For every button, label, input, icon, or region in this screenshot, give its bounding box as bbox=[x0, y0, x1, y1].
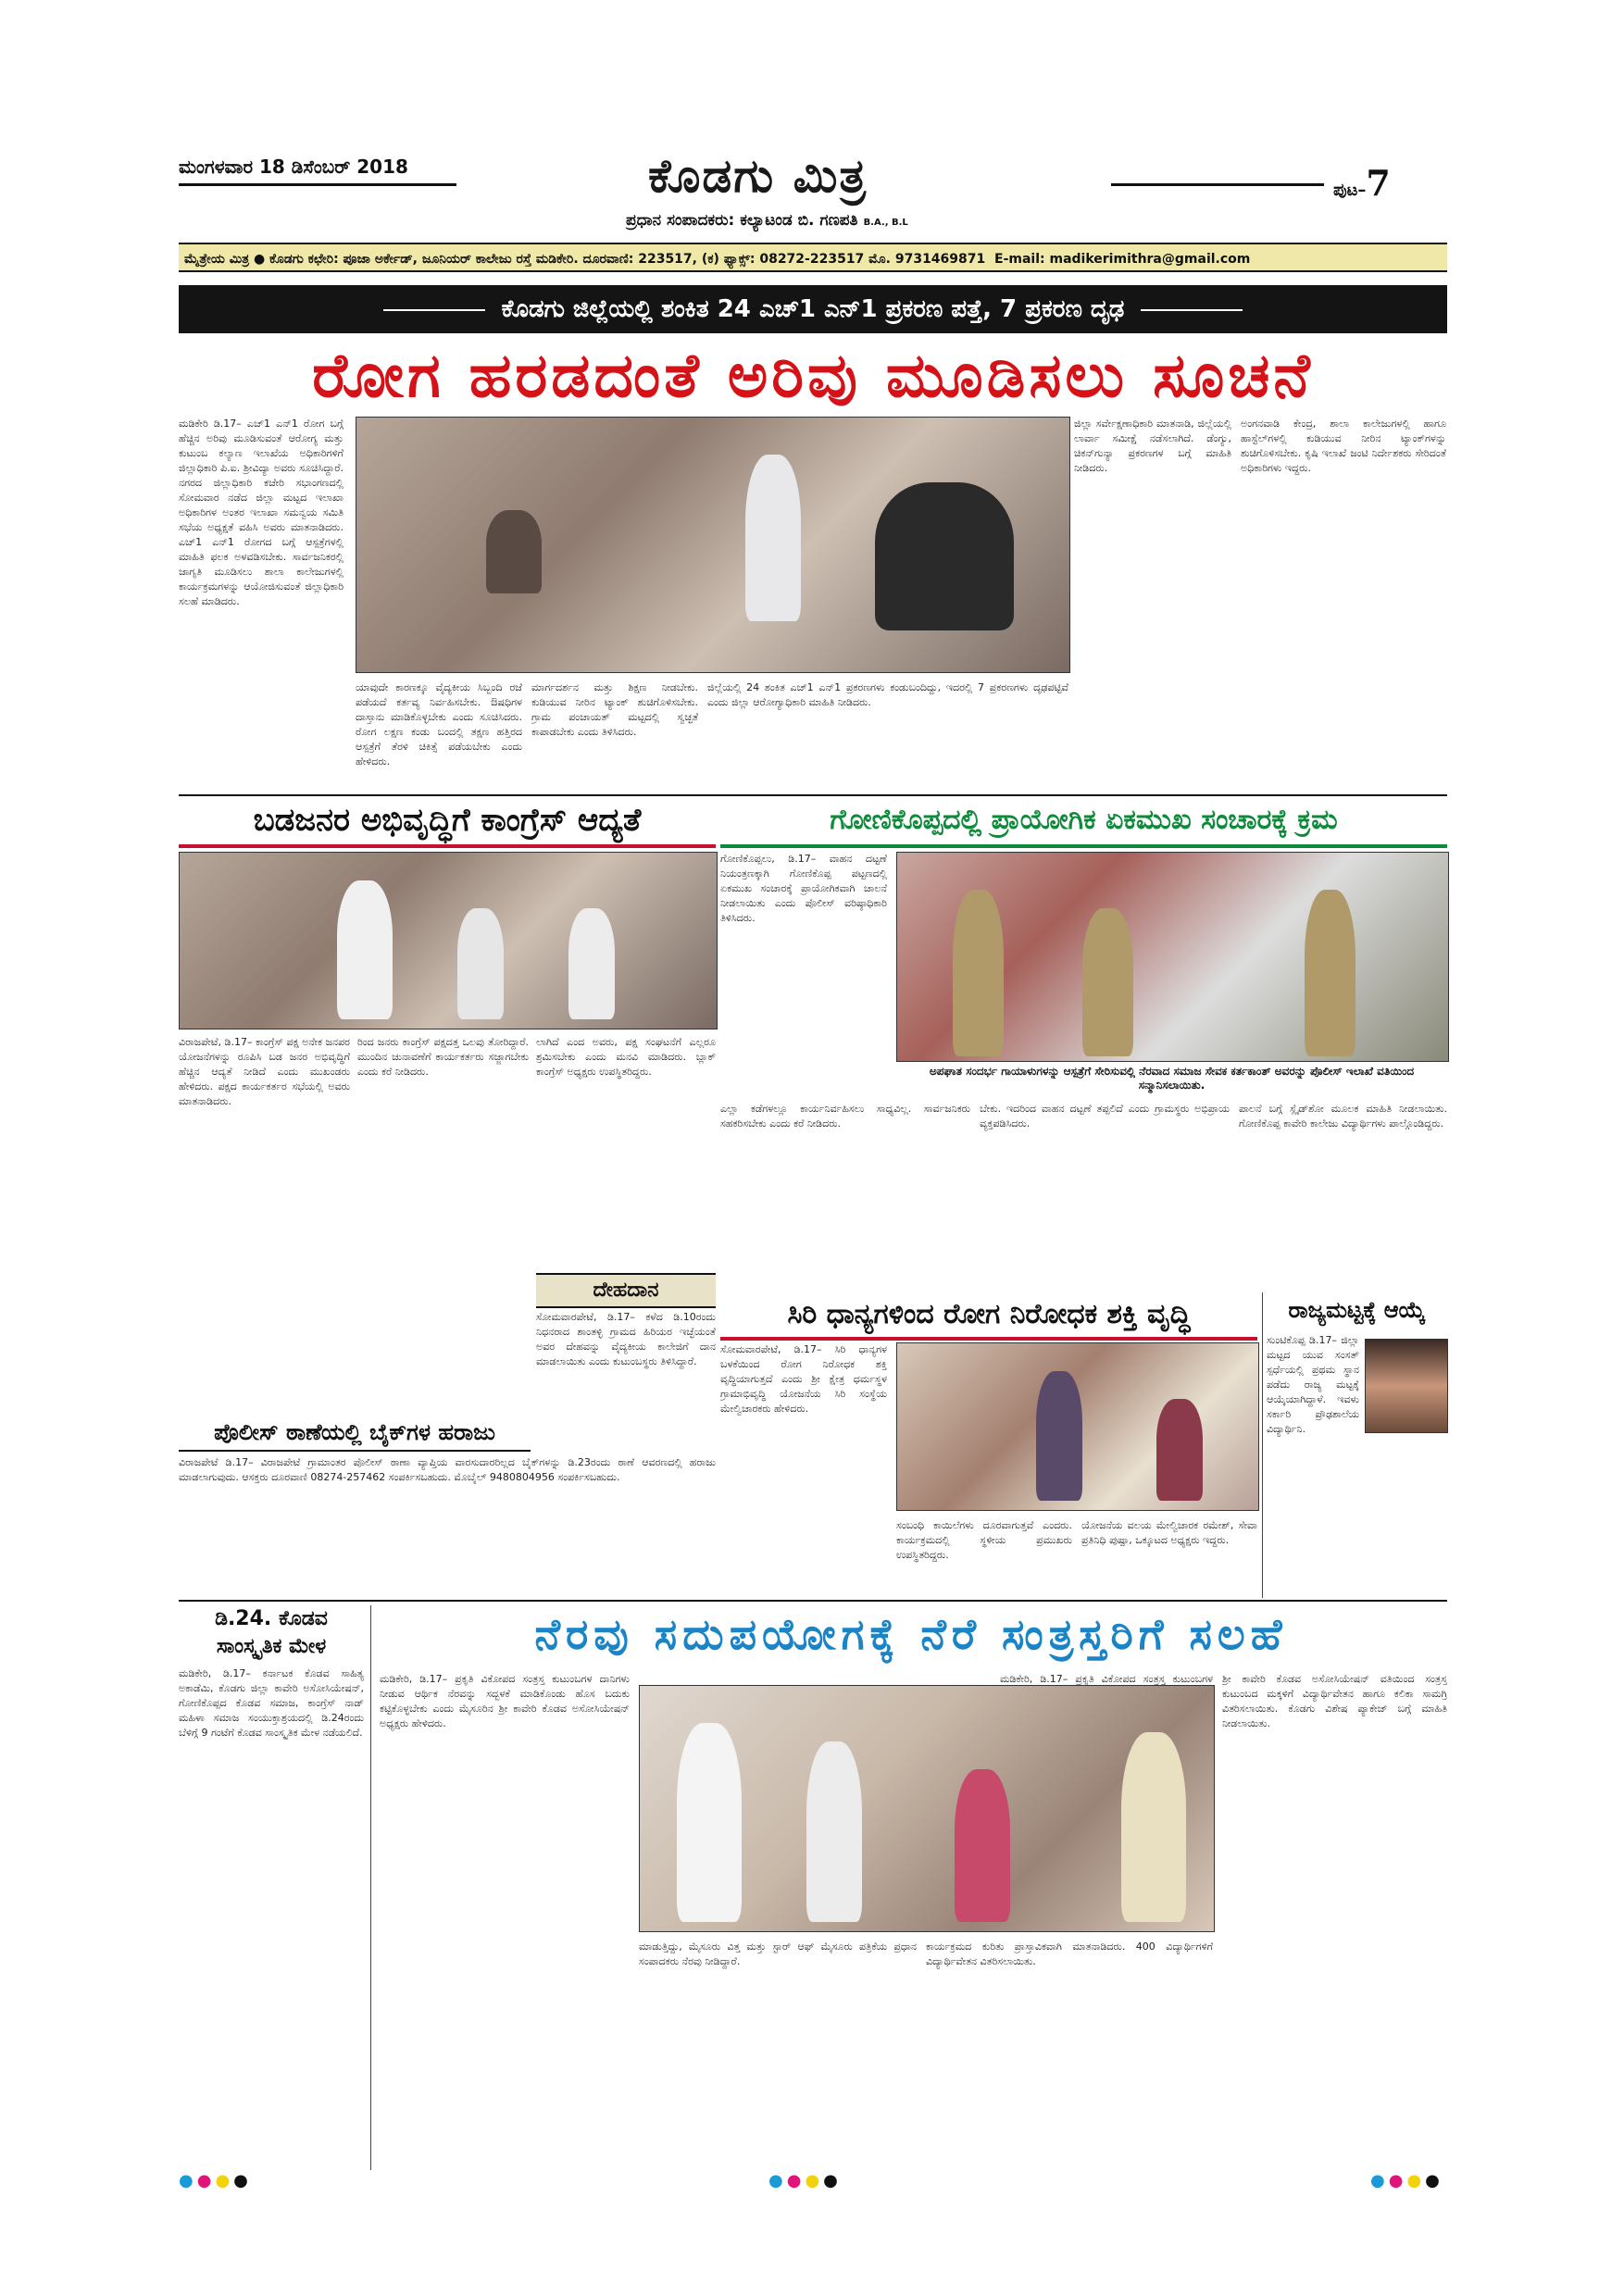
goni-col-4: ಪಾಲನೆ ಬಗ್ಗೆ ಸ್ಲೈಡ್‌ಶೋ ಮೂಲಕ ಮಾಹಿತಿ ನೀಡಲಾಯಿತು. ಗೋಣಿಕೊಪ್ಪ ಕಾವೇರಿ ಕಾಲೇಜು ವಿದ್ಯಾರ್ಥಿಗಳು ಪಾಲ್ಗೊಂಡಿದ್ದರು. bbox=[1239, 1103, 1447, 1129]
lead-col-2: ಯಾವುದೇ ಕಾರಣಕ್ಕೂ ವೈದ್ಯಕೀಯ ಸಿಬ್ಬಂದಿ ರಜೆ ಪಡೆಯದೆ ಕರ್ತವ್ಯ ನಿರ್ವಹಿಸಬೇಕು. ಔಷಧಿಗಳ ದಾಸ್ತಾನು ಮಾಡಿಕೊಳ್ಳಬೇಕು ಎಂದು ಸೂಚಿಸಿದರು. ರೋಗ ಲಕ್ಷಣ ಕಂಡು ಬಂದಲ್ಲಿ ತಕ್ಷಣ ಹತ್ತಿರದ ಆಸ್ಪತ್ರೆಗೆ ತೆರಳಿ ಚಿಕಿತ್ಸೆ ಪಡೆಯಬೇಕು ಎಂದು ಹೇಳಿದರು. bbox=[356, 681, 522, 767]
police-bikes-rule bbox=[179, 1450, 531, 1452]
siri-col-3: ಯೋಜನೆಯ ವಲಯ ಮೇಲ್ವಿಚಾರಕ ರಮೇಶ್, ಸೇವಾ ಪ್ರತಿನಿಧಿ ಪುಷ್ಪಾ, ಒಕ್ಕೂಟದ ಅಧ್ಯಕ್ಷರು ಇದ್ದರು. bbox=[1081, 1519, 1257, 1546]
sidebox-border bbox=[1262, 1292, 1263, 1598]
sidebox-portrait bbox=[1365, 1339, 1448, 1433]
siri-photo bbox=[896, 1342, 1259, 1511]
section-divider bbox=[179, 794, 1447, 796]
lead-col-1: ಮಡಿಕೇರಿ ಡಿ.17– ಎಚ್1 ಎನ್1 ರೋಗ ಬಗ್ಗೆ ಹೆಚ್ಚಿನ ಅರಿವು ಮೂಡಿಸುವಂತೆ ಆರೋಗ್ಯ ಮತ್ತು ಕುಟುಂಬ ಕಲ್ಯಾಣ ಇಲಾಖೆಯ ಅಧಿಕಾರಿಗಳಿಗೆ ಜಿಲ್ಲಾಧಿಕಾರಿ ಪಿ.ಐ. ಶ್ರೀವಿದ್ಯಾ ಅವರು ಸೂಚಿಸಿದ್ದಾರೆ. ನಗರದ ಜಿಲ್ಲಾಧಿಕಾರಿ ಕಚೇರಿ ಸಭಾಂಗಣದಲ್ಲಿ ಸೋಮವಾರ ನಡೆದ ಜಿಲ್ಲಾ ಮಟ್ಟದ ಇಲಾಖಾ ಅಧಿಕಾರಿಗಳ ಅಂತರ ಇಲಾಖಾ ಸಮನ್ವಯ ಸಮಿತಿ ಸಭೆಯ ಅಧ್ಯಕ್ಷತೆ ವಹಿಸಿ ಅವರು ಮಾತನಾಡಿದರು. ಎಚ್1 ಎನ್1 ರೋಗದ ಬಗ್ಗೆ ಆಸ್ಪತ್ರೆಗಳಲ್ಲಿ ಮಾಹಿತಿ ಫಲಕ ಅಳವಡಿಸಬೇಕು. ಸಾರ್ವಜನಿಕರಲ್ಲಿ ಜಾಗೃತಿ ಮೂಡಿಸಲು ಶಾಲಾ ಕಾಲೇಜುಗಳಲ್ಲಿ ಕಾರ್ಯಕ್ರಮಗಳನ್ನು ಆಯೋಜಿಸುವಂತೆ ಜಿಲ್ಲಾಧಿಕಾರಿ ಸಲಹೆ ಮಾಡಿದರು. bbox=[179, 418, 344, 607]
registration-marks-left: ●●●● bbox=[179, 2171, 252, 2190]
goni-underline bbox=[720, 844, 1447, 848]
sidebox-body: ಸುಂಟಿಕೊಪ್ಪ ಡಿ.17– ಜಿಲ್ಲಾ ಮಟ್ಟದ ಯುವ ಸಂಸತ್ ಸ್ಪರ್ಧೆಯಲ್ಲಿ ಪ್ರಥಮ ಸ್ಥಾನ ಪಡೆದು ರಾಜ್ಯ ಮಟ್ಟಕ್ಕೆ ಆಯ್ಕೆಯಾಗಿದ್ದಾಳೆ. ಇವಳು ಸರ್ಕಾರಿ ಪ್ರೌಢಶಾಲೆಯ ವಿದ್ಯಾರ್ಥಿನಿ. bbox=[1267, 1334, 1359, 1435]
issue-date: ಮಂಗಳವಾರ 18 ಡಿಸೆಂಬರ್ 2018 bbox=[179, 156, 408, 178]
congress-col-2: ರಿಂದ ಜನರು ಕಾಂಗ್ರೆಸ್ ಪಕ್ಷದತ್ತ ಒಲವು ತೋರಿದ್ದಾರೆ. ಮುಂದಿನ ಚುನಾವಣೆಗೆ ಕಾರ್ಯಕರ್ತರು ಸಜ್ಜಾಗಬೇಕು ಎಂದು ಕರೆ ನೀಡಿದರು. bbox=[357, 1036, 529, 1078]
kodava-body: ಮಡಿಕೇರಿ, ಡಿ.17– ಕರ್ನಾಟಕ ಕೊಡವ ಸಾಹಿತ್ಯ ಅಕಾಡೆಮಿ, ಕೊಡಗು ಜಿಲ್ಲಾ ಕಾವೇರಿ ಅಸೋಸಿಯೇಷನ್, ಗೋಣಿಕೊಪ್ಪದ ಕೊಡವ ಸಮಾಜ, ಕಾಂಗ್ರೆಸ್ ನಾಡ್ ಮಹಿಳಾ ಸಮಾಜ ಸಂಯುಕ್ತಾಶ್ರಯದಲ್ಲಿ ಡಿ.24ರಂದು ಬೆಳಿಗ್ಗೆ 9 ಗಂಟೆಗೆ ಕೊಡವ ಸಾಂಸ್ಕೃತಿಕ ಮೇಳ ನಡೆಯಲಿದೆ. bbox=[179, 1667, 364, 1739]
page-number: ಪುಟ–7 bbox=[1333, 162, 1391, 204]
registration-marks-center: ●●●● bbox=[768, 2171, 842, 2190]
scholarship-col-3: ಕಾರ್ಯಕ್ರಮದ ಕುರಿತು ಪ್ರಾಸ್ತಾವಿಕವಾಗಿ ಮಾತನಾಡಿದರು. 400 ವಿದ್ಯಾರ್ಥಿಗಳಿಗೆ ವಿದ್ಯಾರ್ಥಿವೇತನ ವಿತರಿಸಲಾಯಿತು. bbox=[926, 1940, 1213, 1967]
section-divider-2 bbox=[179, 1600, 1447, 1602]
lead-col-3: ಮಾರ್ಗದರ್ಶನ ಮತ್ತು ಶಿಕ್ಷಣ ನೀಡಬೇಕು. ಕುಡಿಯುವ ನೀರಿನ ಟ್ಯಾಂಕ್ ಶುಚಿಗೊಳಿಸಬೇಕು. ಗ್ರಾಮ ಪಂಚಾಯತ್ ಮಟ್ಟದಲ್ಲಿ ಸ್ವಚ್ಛತೆ ಕಾಪಾಡಬೇಕು ಎಂದು ತಿಳಿಸಿದರು. bbox=[531, 681, 698, 738]
congress-photo bbox=[179, 852, 718, 1029]
siri-col-2: ಸಂಬಂಧಿ ಕಾಯಿಲೆಗಳು ದೂರವಾಗುತ್ತವೆ ಎಂದರು. ಕಾರ್ಯಕ್ರಮದಲ್ಲಿ ಸ್ಥಳೀಯ ಪ್ರಮುಖರು ಉಪಸ್ಥಿತರಿದ್ದರು. bbox=[896, 1519, 1072, 1561]
scholarship-headline: ನೆರವು ಸದುಪಯೋಗಕ್ಕೆ ನೆರೆ ಸಂತ್ರಸ್ತರಿಗೆ ಸಲಹೆ bbox=[534, 1609, 1288, 1659]
registration-marks-right: ●●●● bbox=[1370, 2171, 1443, 2190]
police-bikes-body: ವಿರಾಜಪೇಟೆ ಡಿ.17– ವಿರಾಜಪೇಟೆ ಗ್ರಾಮಾಂತರ ಪೊಲೀಸ್ ಠಾಣಾ ವ್ಯಾಪ್ತಿಯ ವಾರಸುದಾರರಿಲ್ಲದ ಬೈಕ್‌ಗಳನ್ನು ಡಿ.23ರಂದು ಠಾಣೆ ಆವರಣದಲ್ಲಿ ಹರಾಜು ಮಾಡಲಾಗುವುದು. ಆಸಕ್ತರು ದೂರವಾಣಿ 08274-257462 ಸಂಪರ್ಕಿಸಬಹುದು. ಮೊಬೈಲ್ 9480804956 ಸಂಪರ್ಕಿಸಬಹುದು. bbox=[179, 1456, 716, 1483]
goni-caption: ಅಪಘಾತ ಸಂದರ್ಭ ಗಾಯಾಳುಗಳನ್ನು ಆಸ್ಪತ್ರೆಗೆ ಸೇರಿಸುವಲ್ಲಿ ನೆರವಾದ ಸಮಾಜ ಸೇವಕ ಕರ್ತಕಾಂತ್ ಅವರನ್ನು ಪೊಲೀಸ್ ಇಲಾಖೆ ವತಿಯಿಂದ ಸನ್ಮಾನಿಸಲಾಯಿತು. bbox=[929, 1065, 1415, 1092]
masthead-rule-right bbox=[1111, 183, 1324, 186]
lead-col-6: ಅಂಗನವಾಡಿ ಕೇಂದ್ರ, ಶಾಲಾ ಕಾಲೇಜುಗಳಲ್ಲಿ ಹಾಗೂ ಹಾಸ್ಟೆಲ್‌ಗಳಲ್ಲಿ ಕುಡಿಯುವ ನೀರಿನ ಟ್ಯಾಂಕ್‌ಗಳನ್ನು ಶುಚಿಗೊಳಿಸಬೇಕು. ಕೃಷಿ ಇಲಾಖೆ ಜಂಟಿ ನಿರ್ದೇಶಕರು ಸೇರಿದಂತೆ ಅಧಿಕಾರಿಗಳು ಇದ್ದರು. bbox=[1241, 418, 1446, 474]
goni-headline: ಗೋಣಿಕೊಪ್ಪದಲ್ಲಿ ಪ್ರಾಯೋಗಿಕ ಏಕಮುಖ ಸಂಚಾರಕ್ಕೆ ಕ್ರಮ bbox=[830, 804, 1338, 836]
obituary-headline: ದೇಹದಾನ bbox=[536, 1273, 716, 1308]
lead-col-4: ಜಿಲ್ಲೆಯಲ್ಲಿ 24 ಶಂಕಿತ ಎಚ್1 ಎನ್1 ಪ್ರಕರಣಗಳು ಕಂಡುಬಂದಿದ್ದು, ಇದರಲ್ಲಿ 7 ಪ್ರಕರಣಗಳು ದೃಢಪಟ್ಟಿವೆ ಎಂದು ಜಿಲ್ಲಾ ಆರೋಗ್ಯಾಧಿಕಾರಿ ಮಾಹಿತಿ ನೀಡಿದರು. bbox=[707, 681, 1068, 708]
siri-col-1: ಸೋಮವಾರಪೇಟೆ, ಡಿ.17– ಸಿರಿ ಧಾನ್ಯಗಳ ಬಳಕೆಯಿಂದ ರೋಗ ನಿರೋಧಕ ಶಕ್ತಿ ವೃದ್ಧಿಯಾಗುತ್ತದೆ ಎಂದು ಶ್ರೀ ಕ್ಷೇತ್ರ ಧರ್ಮಸ್ಥಳ ಗ್ರಾಮಾಭಿವೃದ್ಧಿ ಯೋಜನೆಯ ಸಿರಿ ಸಂಸ್ಥೆಯ ಮೇಲ್ವಿಚಾರಕರು ಹೇಳಿದರು. bbox=[720, 1343, 887, 1415]
lead-headline: ರೋಗ ಹರಡದಂತೆ ಅರಿವು ಮೂಡಿಸಲು ಸೂಚನೆ bbox=[312, 340, 1314, 411]
siri-underline bbox=[720, 1337, 1257, 1341]
scholarship-photo bbox=[639, 1685, 1215, 1932]
sidebox-headline: ರಾಜ್ಯಮಟ್ಟಕ್ಕೆ ಆಯ್ಕೆ bbox=[1288, 1297, 1426, 1323]
scholarship-col-2: ಮಾಡುತ್ತಿದ್ದು, ಮೈಸೂರು ವಿತ್ತ ಮತ್ತು ಸ್ಟಾರ್ ಆಫ್ ಮೈಸೂರು ಪತ್ರಿಕೆಯ ಪ್ರಧಾನ ಸಂಪಾದಕರು ನೆರವು ನೀಡಿದ್ದಾರೆ. bbox=[639, 1940, 917, 1967]
obituary-body: ಸೋಮವಾರಪೇಟೆ, ಡಿ.17– ಕಳೆದ ಡಿ.10ರಂದು ನಿಧನರಾದ ಶಾಂತಳ್ಳಿ ಗ್ರಾಮದ ಹಿರಿಯರ ಇಚ್ಛೆಯಂತೆ ಅವರ ದೇಹವನ್ನು ವೈದ್ಯಕೀಯ ಕಾಲೇಜಿಗೆ ದಾನ ಮಾಡಲಾಯಿತು ಎಂದು ಕುಟುಂಬಸ್ಥರು ತಿಳಿಸಿದ್ದಾರೆ. bbox=[536, 1311, 716, 1367]
lead-col-5: ಜಿಲ್ಲಾ ಸರ್ವೇಕ್ಷಣಾಧಿಕಾರಿ ಮಾತನಾಡಿ, ಜಿಲ್ಲೆಯಲ್ಲಿ ಲಾರ್ವಾ ಸಮೀಕ್ಷೆ ನಡೆಸಲಾಗಿದೆ. ಡೆಂಗ್ಯು, ಚಿಕನ್‌ಗುನ್ಯಾ ಪ್ರಕರಣಗಳ ಬಗ್ಗೆ ಮಾಹಿತಿ ನೀಡಿದರು. bbox=[1074, 418, 1231, 474]
kodava-divider bbox=[370, 1605, 371, 2170]
lead-kicker: ಕೊಡಗು ಜಿಲ್ಲೆಯಲ್ಲಿ ಶಂಕಿತ 24 ಎಚ್1 ಎನ್1 ಪ್ರಕರಣ ಪತ್ತೆ, 7 ಪ್ರಕರಣ ದೃಢ bbox=[179, 285, 1447, 333]
police-bikes-headline: ಪೊಲೀಸ್ ಠಾಣೆಯಲ್ಲಿ ಬೈಕ್‌ಗಳ ಹರಾಜು bbox=[214, 1419, 495, 1445]
scholarship-col-1b: ಮಡಿಕೇರಿ, ಡಿ.17– ಪ್ರಕೃತಿ ವಿಕೋಪದ ಸಂತ್ರಸ್ತ ಕುಟುಂಬಗಳ ದಾನಿಗಳು ನೀಡುವ ಆರ್ಥಿಕ ನೆರವನ್ನು ಸದ್ಬಳಕೆ ಮಾಡಿಕೊಂಡು ಹೊಸ ಬದುಕು ಕಟ್ಟಿಕೊಳ್ಳಬೇಕು ಎಂದು ಮೈಸೂರಿನ ಶ್ರೀ ಕಾವೇರಿ ಕೊಡವ ಅಸೋಸಿಯೇಷನ್ ಅಧ್ಯಕ್ಷರು ಹೇಳಿದರು. bbox=[380, 1673, 630, 1729]
congress-underline bbox=[179, 844, 716, 848]
kodava-headline: ಡಿ.24. ಕೊಡವ ಸಾಂಸ್ಕೃತಿಕ ಮೇಳ bbox=[215, 1607, 328, 1658]
congress-col-1: ವಿರಾಜಪೇಟೆ, ಡಿ.17– ಕಾಂಗ್ರೆಸ್ ಪಕ್ಷ ಅನೇಕ ಜನಪರ ಯೋಜನೆಗಳನ್ನು ರೂಪಿಸಿ ಬಡ ಜನರ ಅಭಿವೃದ್ಧಿಗೆ ಹೆಚ್ಚಿನ ಆದ್ಯತೆ ನೀಡಿದೆ ಎಂದು ಮುಖಂಡರು ಹೇಳಿದರು. ಪಕ್ಷದ ಕಾರ್ಯಕರ್ತರ ಸಭೆಯಲ್ಲಿ ಅವರು ಮಾತನಾಡಿದರು. bbox=[179, 1036, 350, 1107]
lead-photo-meeting bbox=[356, 417, 1070, 673]
masthead-rule-left bbox=[179, 183, 456, 186]
congress-headline: ಬಡಜನರ ಅಭಿವೃದ್ಧಿಗೆ ಕಾಂಗ್ರೆಸ್ ಆದ್ಯತೆ bbox=[253, 802, 642, 839]
goni-col-2: ಎಲ್ಲಾ ಕಡೆಗಳಲ್ಲೂ ಕಾರ್ಯನಿರ್ವಹಿಸಲು ಸಾಧ್ಯವಿಲ್ಲ. ಸಾರ್ವಜನಿಕರು ಸಹಕರಿಸಬೇಕು ಎಂದು ಕರೆ ನೀಡಿದರು. bbox=[720, 1103, 970, 1129]
scholarship-col-4: ಶ್ರೀ ಕಾವೇರಿ ಕೊಡವ ಅಸೋಸಿಯೇಷನ್ ವತಿಯಿಂದ ಸಂತ್ರಸ್ತ ಕುಟುಂಬದ ಮಕ್ಕಳಿಗೆ ವಿದ್ಯಾರ್ಥಿವೇತನ ಹಾಗೂ ಕಲಿಕಾ ಸಾಮಗ್ರಿ ವಿತರಿಸಲಾಯಿತು. ಕೊಡಗು ವಿಶೇಷ ಪ್ಯಾಕೇಜ್ ಬಗ್ಗೆ ಮಾಹಿತಿ ನೀಡಲಾಯಿತು. bbox=[1222, 1673, 1447, 1729]
goni-col-1: ಗೋಣಿಕೊಪ್ಪಲು, ಡಿ.17– ವಾಹನ ದಟ್ಟಣೆ ನಿಯಂತ್ರಣಕ್ಕಾಗಿ ಗೋಣಿಕೊಪ್ಪ ಪಟ್ಟಣದಲ್ಲಿ ಏಕಮುಖ ಸಂಚಾರಕ್ಕೆ ಪ್ರಾಯೋಗಿಕವಾಗಿ ಚಾಲನೆ ನೀಡಲಾಯಿತು ಎಂದು ಪೊಲೀಸ್ ವರಿಷ್ಠಾಧಿಕಾರಿ ತಿಳಿಸಿದರು. bbox=[720, 853, 887, 924]
contact-info-bar: ಮೈತ್ರೇಯ ಮಿತ್ರ ● ಕೊಡಗು ಕಛೇರಿ: ಪೂಜಾ ಅರ್ಕೇಡ್, ಜೂನಿಯರ್ ಕಾಲೇಜು ರಸ್ತೆ ಮಡಿಕೇರಿ. ದೂರವಾಣಿ: 223517, (ಕ) ಫ್ಯಾಕ್ಸ್: 08272-223517 ಮೊ. 9731469871 E-mail: madikerimithra@gmail.com bbox=[179, 243, 1447, 272]
scholarship-col-1: ಮಡಿಕೇರಿ, ಡಿ.17– ಪ್ರಕೃತಿ ವಿಕೋಪದ ಸಂತ್ರಸ್ತ ಕುಟುಂಬಗಳ bbox=[1000, 1673, 1213, 1685]
editor-line: ಪ್ರಧಾನ ಸಂಪಾದಕರು: ಕಲ್ಯಾಟಂಡ ಬಿ. ಗಣಪತಿ B.A., B.L bbox=[626, 211, 908, 230]
goni-col-3: ಬೇಕು. ಇದರಿಂದ ವಾಹನ ದಟ್ಟಣೆ ತಪ್ಪಲಿದೆ ಎಂದು ಗ್ರಾಮಸ್ಥರು ಅಭಿಪ್ರಾಯ ವ್ಯಕ್ತಪಡಿಸಿದರು. bbox=[980, 1103, 1230, 1129]
congress-col-3: ಲಾಗಿದೆ ಎಂದ ಅವರು, ಪಕ್ಷ ಸಂಘಟನೆಗೆ ಎಲ್ಲರೂ ಶ್ರಮಿಸಬೇಕು ಎಂದು ಮನವಿ ಮಾಡಿದರು. ಬ್ಲಾಕ್ ಕಾಂಗ್ರೆಸ್ ಅಧ್ಯಕ್ಷರು ಉಪಸ್ಥಿತರಿದ್ದರು. bbox=[536, 1036, 716, 1078]
siri-headline: ಸಿರಿ ಧಾನ್ಯಗಳಿಂದ ರೋಗ ನಿರೋಧಕ ಶಕ್ತಿ ವೃದ್ಧಿ bbox=[787, 1298, 1191, 1330]
goni-photo bbox=[896, 852, 1449, 1062]
newspaper-logo: ಕೊಡಗು ಮಿತ್ರ bbox=[648, 148, 868, 203]
